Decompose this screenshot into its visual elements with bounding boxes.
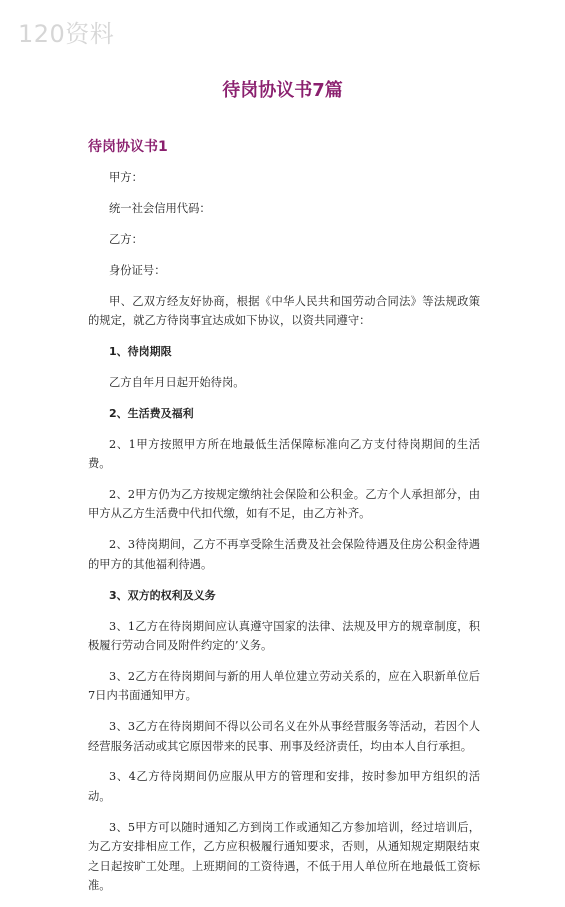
paragraph-party-b: 乙方： (109, 232, 143, 246)
paragraph-clause-3-1: 3、1乙方在待岗期间应认真遵守国家的法律、法规及甲方的规章制度，积极履行劳动合同及附件约定的’义务。 (88, 619, 480, 652)
watermark: 120资料 (18, 20, 115, 48)
paragraph-clause-2-3: 2、3待岗期间，乙方不再享受除生活费及社会保险待遇及住房公积金待遇的甲方的其他福利待遇。 (88, 538, 480, 571)
paragraph-clause-3-3: 3、3乙方在待岗期间不得以公司名义在外从事经营服务等活动，若因个人经营服务活动或其它原因带来的民事、刑事及经济责任，均由本人自行承担。 (88, 720, 480, 753)
paragraph-clause-2-1: 2、1甲方按照甲方所在地最低生活保障标准向乙方支付待岗期间的生活费。 (88, 437, 480, 471)
document-body (88, 168, 480, 907)
section-title: 待岗协议书1 (88, 139, 168, 155)
paragraph-clause-3-4: 3、4乙方待岗期间仍应服从甲方的管理和安排，按时参加甲方组织的活动。 (88, 770, 480, 803)
heading-living-expenses: 2、生活费及福利 (109, 406, 194, 420)
paragraph-credit-code: 统一社会信用代码： (109, 201, 211, 215)
paragraph-preamble: 甲、乙双方经友好协商，根据《中华人民共和国劳动合同法》等法规政策的规定，就乙方待岗事宜达成如下协议，以资共同遵守： (88, 294, 480, 328)
paragraph-party-a: 甲方： (109, 171, 143, 184)
paragraph-clause-3-2: 3、2乙方在待岗期间与新的用人单位建立劳动关系的，应在入职新单位后7日内书面通知甲方。 (88, 669, 480, 703)
document-title: 待岗协议书7篇 (222, 80, 343, 101)
paragraph-id-number: 身份证号： (109, 263, 166, 277)
heading-waiting-period: 1、待岗期限 (109, 344, 172, 358)
heading-rights-obligations: 3、双方的权利及义务 (109, 588, 216, 602)
paragraph-start-date: 乙方自年月日起开始待岗。 (109, 375, 245, 389)
paragraph-clause-3-5: 3、5甲方可以随时通知乙方到岗工作或通知乙方参加培训，经过培训后，为乙方安排相应工作，乙方应积极履行通知要求，否则，从通知规定期限结束之日起按旷工处理。上班期间的工资待遇，不低于用人单位所在地最低工资标准。 (88, 820, 480, 892)
paragraph-clause-2-2: 2、2甲方仍为乙方按规定缴纳社会保险和公积金。乙方个人承担部分，由甲方从乙方生活费中代扣代缴，如有不足，由乙方补齐。 (88, 487, 480, 521)
